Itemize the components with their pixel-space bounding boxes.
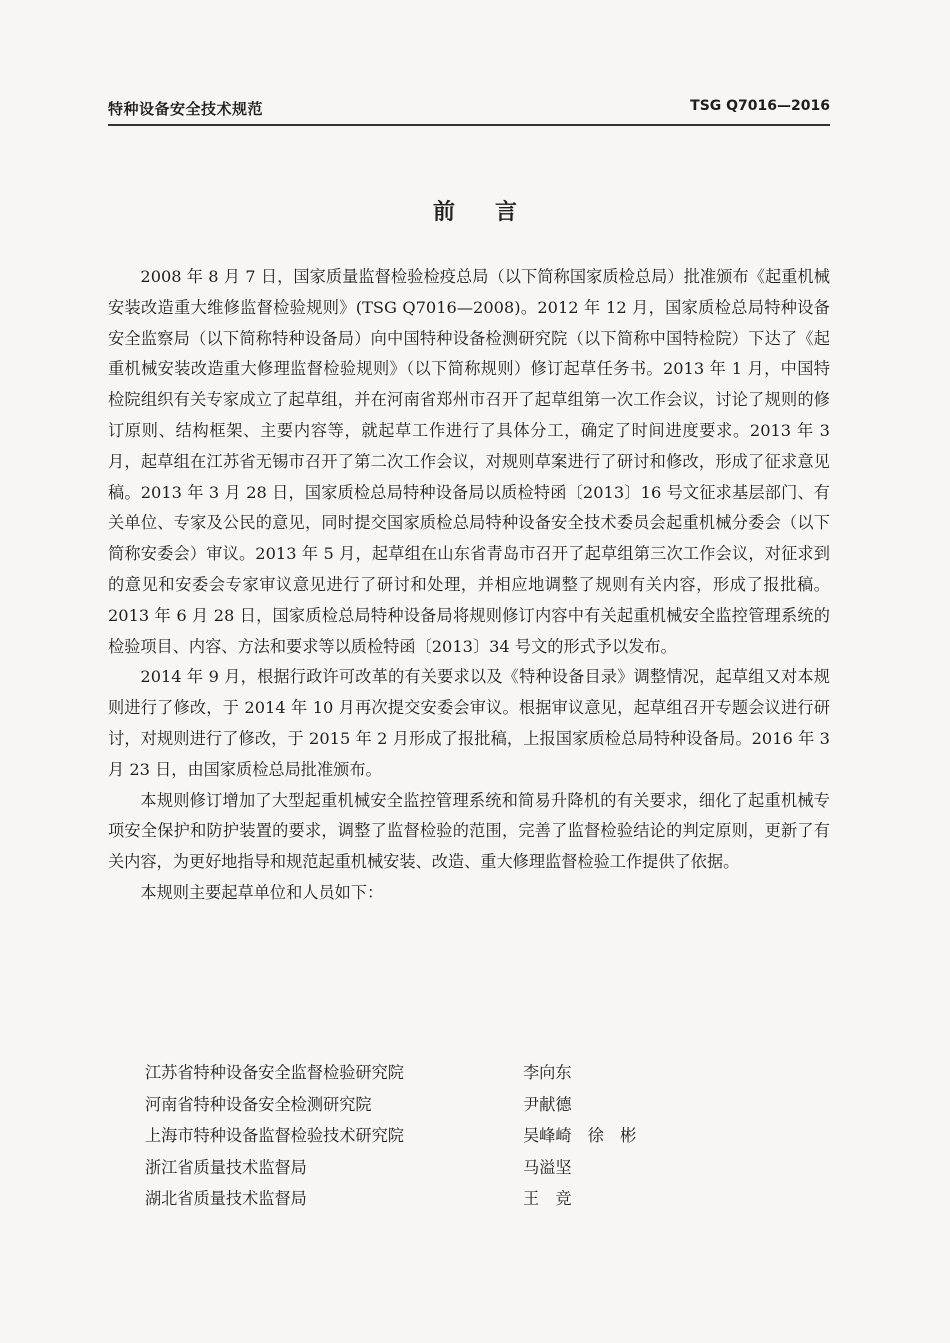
page-title: 前言 bbox=[432, 200, 557, 225]
drafter-organization: 河南省特种设备安全检测研究院 bbox=[145, 1094, 372, 1114]
paragraph: 本规则修订增加了大型起重机械安全监控管理系统和简易升降机的有关要求，细化了起重机械专项安全保护和防护装置的要求，调整了监督检验的范围，完善了监督检验结论的判定原则，更新了有关内容，为更好地指导和规范起重机械安装、改造、重大修理监督检验工作提供了依据。 bbox=[108, 790, 830, 872]
drafter-row bbox=[145, 1089, 745, 1121]
drafter-row bbox=[145, 1183, 745, 1215]
preface-body bbox=[108, 262, 830, 909]
header-series-title: 特种设备安全技术规范 bbox=[108, 100, 264, 118]
drafter-organization: 湖北省质量技术监督局 bbox=[145, 1189, 307, 1208]
paragraph: 2014 年 9 月，根据行政许可改革的有关要求以及《特种设备目录》调整情况，起草组又对本规则进行了修改，于 2014 年 10 月再次提交安委会审议。根据审议意见，起草组召开专题会议进行研讨，对规则进行了修改，于 2015 年 2 月形成了报批稿，上报国家质检总局特种设备局。2016 年 3 月 23 日，由国家质检总局批准颁布。 bbox=[108, 667, 830, 779]
drafters-intro: 本规则主要起草单位和人员如下： bbox=[140, 882, 384, 902]
header-standard-code: TSG Q7016—2016 bbox=[690, 98, 830, 114]
drafter-names: 王 竞 bbox=[523, 1189, 572, 1208]
drafter-organization: 上海市特种设备监督检验技术研究院 bbox=[145, 1126, 404, 1145]
drafter-row bbox=[145, 1152, 745, 1184]
drafter-names: 李向东 bbox=[523, 1063, 572, 1082]
drafter-row bbox=[145, 1120, 745, 1152]
drafter-organization: 浙江省质量技术监督局 bbox=[145, 1157, 307, 1177]
header-rule bbox=[108, 124, 830, 126]
drafter-organization: 江苏省特种设备安全监督检验研究院 bbox=[145, 1063, 404, 1082]
paragraph: 2008 年 8 月 7 日，国家质量监督检验检疫总局（以下简称国家质检总局）批准颁布《起重机械安装改造重大维修监督检验规则》(TSG Q7016—2008)。2012 年 12 月，国家质检总局特种设备安全监察局（以下简称特种设备局）向中国特种设备检测研究院（以下简称中国特检院）下达了《起重机械安装改造重大修理监督检验规则》（以下简称规则）修订起草任务书。2013 年 1 月，中国特检院组织有关专家成立了起草组，并在河南省郑州市召开了起草组第一次工作会议，讨论了规则的修订原则、结构框架、主要内容等，就起草工作进行了具体分工，确定了时间进度要求。2013 年 3 月，起草组在江苏省无锡市召开了第二次工作会议，对规则草案进行了研讨和修改，形成了征求意见稿。2013 年 3 月 28 日，国家质检总局特种设备局以质检特函〔2013〕16 号文征求基层部门、有关单位、专家及公民的意见，同时提交国家质检总局特种设备安全技术委员会起重机械分委会（以下简称安委会）审议。2013 年 5 月，起草组在山东省青岛市召开了起草组第三次工作会议，对征求到的意见和安委会专家审议意见进行了研讨和处理，并相应地调整了规则有关内容，形成了报批稿。2013 年 6 月 28 日，国家质检总局特种设备局将规则修订内容中有关起重机械安全监控管理系统的检验项目、内容、方法和要求等以质检特函〔2013〕34 号文的形式予以发布。 bbox=[108, 267, 830, 656]
drafter-names: 吴峰崎 徐 彬 bbox=[523, 1126, 637, 1145]
drafter-names: 马溢坚 bbox=[523, 1157, 572, 1177]
drafter-names: 尹献德 bbox=[523, 1094, 572, 1114]
running-header bbox=[108, 98, 830, 122]
drafters-list bbox=[145, 1057, 745, 1215]
drafter-row bbox=[145, 1057, 745, 1089]
